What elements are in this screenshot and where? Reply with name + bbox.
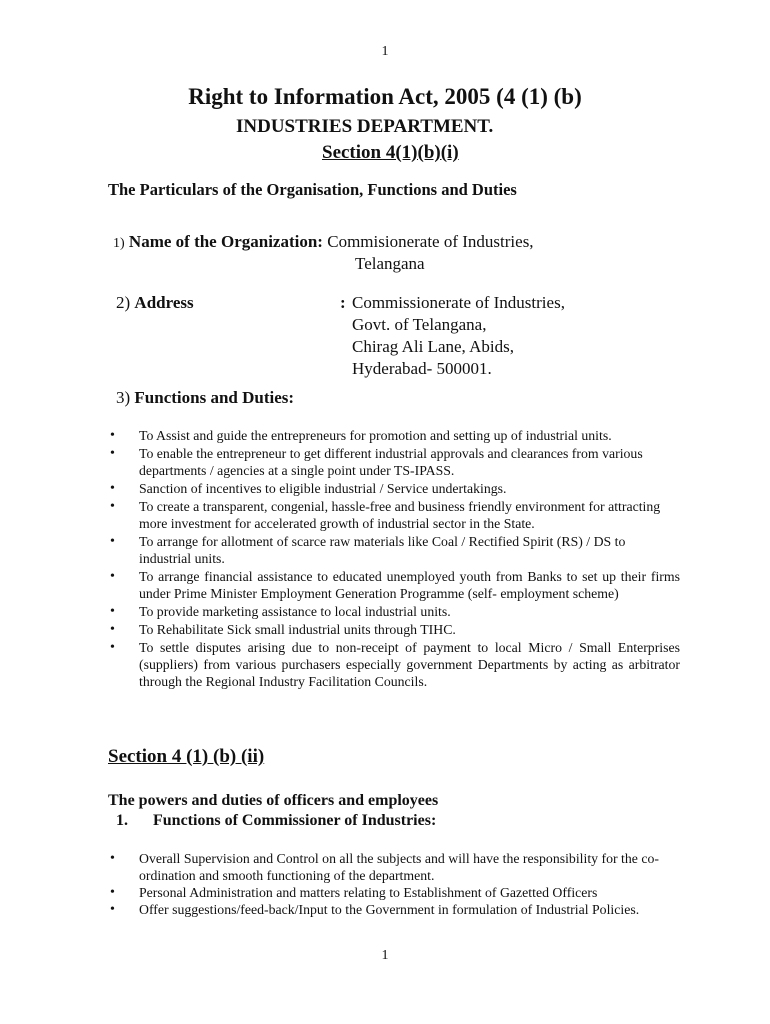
bullet-icon: •	[110, 534, 115, 549]
address-line-2: Govt. of Telangana,	[352, 315, 487, 334]
bullet-icon: •	[110, 604, 115, 619]
commissioner-functions-label: Functions of Commissioner of Industries:	[153, 812, 437, 829]
list-item: • Sanction of incentives to eligible industrial / Service undertakings.	[110, 481, 507, 496]
particulars-heading: The Particulars of the Organisation, Functions and Duties	[108, 180, 517, 199]
bullet-icon: •	[110, 885, 115, 900]
list-item: • To provide marketing assistance to local industrial units.	[110, 604, 451, 619]
field-number: 1)	[113, 236, 125, 251]
list-item: • To Rehabilitate Sick small industrial units through TIHC.	[110, 622, 456, 637]
list-item: • Personal Administration and matters relating to Establishment of Gazetted Officers	[110, 885, 598, 900]
organization-name-value: Commisionerate of Industries,	[327, 232, 534, 251]
page-number-bottom: 1	[381, 948, 389, 963]
bullet-icon: •	[110, 499, 115, 514]
functions-duties-label: Functions and Duties:	[134, 388, 295, 407]
address-colon: :	[340, 293, 346, 312]
functions-duties-heading	[116, 388, 294, 408]
list-item: • To create a transparent, congenial, hassle-free and business friendly environment for attracting more investment for accelerated growth of industrial sector in the State.	[110, 499, 661, 531]
organization-name-value-line2: Telangana	[355, 254, 425, 273]
bullet-icon: •	[110, 851, 115, 866]
bullet-icon: •	[110, 569, 115, 584]
department-heading: INDUSTRIES DEPARTMENT.	[236, 116, 494, 137]
organization-name-row	[113, 232, 534, 252]
section-heading-4-1-b-i: Section 4(1)(b)(i)	[322, 142, 459, 163]
list-item: • To arrange financial assistance to educated unemployed youth from Banks to set up their firms under Prime Minister Employment Generation Programme (self- employment scheme)	[110, 569, 680, 601]
document-title: Right to Information Act, 2005 (4 (1) (b)	[188, 84, 582, 109]
list-item: • To enable the entrepreneur to get different industrial approvals and clearances from various departments / agencies at a single point under TS-IPASS.	[110, 446, 643, 478]
bullet-icon: •	[110, 446, 115, 461]
functions-list	[108, 427, 680, 691]
bullet-icon: •	[110, 640, 115, 655]
commissioner-duties-list	[108, 850, 680, 918]
bullet-icon: •	[110, 902, 115, 917]
list-item: • To settle disputes arising due to non-receipt of payment to local Micro / Small Enterprises (suppliers) from various purchasers especially government Departments by acting as arbitrator through the Regional Industry Facilitation Councils.	[110, 640, 680, 689]
address-label-row	[116, 293, 194, 313]
page-number-top: 1	[381, 44, 389, 59]
address-line-1: Commissionerate of Industries,	[352, 293, 565, 312]
item-number: 1.	[116, 812, 128, 829]
address-label: Address	[134, 293, 194, 312]
bullet-icon: •	[110, 622, 115, 637]
list-item: • Offer suggestions/feed-back/Input to the Government in formulation of Industrial Policies.	[110, 902, 640, 917]
section-heading-4-1-b-ii: Section 4 (1) (b) (ii)	[108, 746, 265, 767]
commissioner-functions-heading	[116, 812, 436, 830]
organization-name-label: Name of the Organization:	[128, 232, 323, 251]
address-line-4: Hyderabad- 500001.	[352, 359, 492, 378]
field-number: 2)	[116, 293, 131, 312]
list-item: • To Assist and guide the entrepreneurs for promotion and setting up of industrial units.	[110, 428, 612, 443]
list-item: • Overall Supervision and Control on all the subjects and will have the responsibility for the co-ordination and smooth functioning of the department.	[110, 851, 659, 883]
powers-duties-heading: The powers and duties of officers and employees	[108, 792, 439, 809]
bullet-icon: •	[110, 428, 115, 443]
list-item: • To arrange for allotment of scarce raw materials like Coal / Rectified Spirit (RS) / DS to industrial units.	[110, 534, 626, 566]
address-line-3: Chirag Ali Lane, Abids,	[352, 337, 514, 356]
field-number: 3)	[116, 388, 131, 407]
bullet-icon: •	[110, 481, 115, 496]
